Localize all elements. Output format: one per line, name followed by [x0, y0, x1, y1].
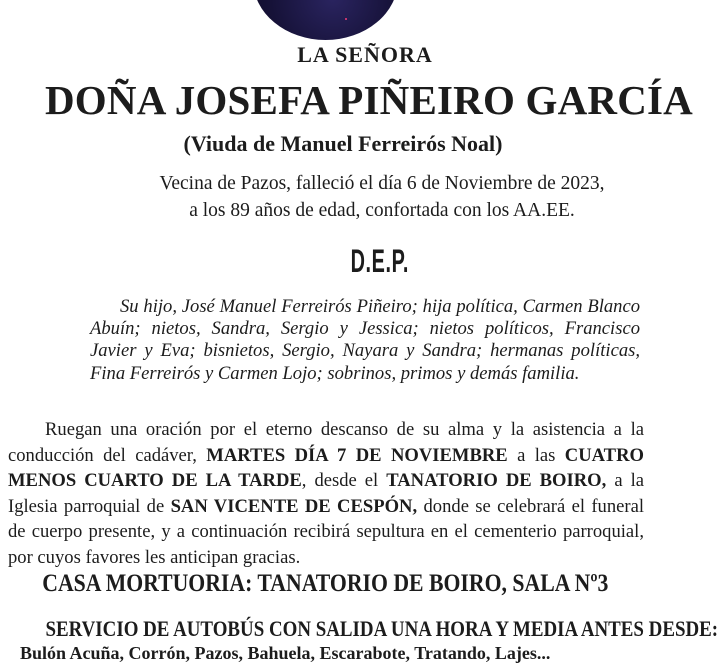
- church-name: SAN VICENTE DE CESPÓN,: [170, 495, 418, 517]
- funeral-origin: TANATORIO DE BOIRO,: [386, 470, 607, 491]
- ruegan-text-5: donde se celebrará el funeral de cuerpo presente, y a continuación recibirá sepultura en el cementerio parroquial, por cuyos favores les anticipan gracias.: [8, 495, 645, 568]
- widow-of: (Viuda de Manuel Ferreirós Noal): [183, 131, 503, 156]
- ruegan-text-2: a las: [517, 444, 556, 466]
- photo-highlight: [345, 18, 347, 20]
- death-details: [57, 170, 707, 224]
- deceased-name: DOÑA JOSEFA PIÑEIRO GARCÍA: [45, 77, 693, 123]
- ruegan-text-1: Ruegan una oración por el eterno descanso de su alma y la asistencia a la conducción del cadáver,: [8, 419, 644, 466]
- funeral-date: MARTES DÍA 7 DE NOVIEMBRE: [206, 444, 508, 466]
- death-line-1: Vecina de Pazos, falleció el día 6 de Noviembre de 2023,: [159, 173, 605, 194]
- bus-stops: Bulón Acuña, Corrón, Pazos, Bahuela, Escarabote, Tratando, Lajes...: [20, 643, 551, 663]
- dep-heading: D.E.P.: [350, 243, 410, 279]
- funeral-announcement: [8, 417, 644, 570]
- title-prefix: LA SEÑORA: [297, 42, 433, 67]
- death-line-2: a los 89 años de edad, confortada con los AA.EE.: [189, 200, 575, 221]
- family-list: Su hijo, José Manuel Ferreirós Piñeiro; hija política, Carmen Blanco Abuín; nietos, Sandra, Sergio y Jessica; nietos políticos, Francisco Javier y Eva; bisnietos, Sergio, Nayara y Sandra; hermanas políticas, Fina Ferreirós y Carmen Lojo; sobrinos, primos y demás familia.: [90, 296, 640, 384]
- casa-mortuoria: CASA MORTUORIA: TANATORIO DE BOIRO, SALA Nº3: [42, 570, 609, 597]
- ruegan-text-4: a la Iglesia parroquial de: [8, 470, 644, 517]
- ruegan-text-3: , desde el: [301, 470, 379, 491]
- funeral-time: CUATRO MENOS CUARTO DE LA TARDE: [8, 444, 644, 491]
- bus-service: SERVICIO DE AUTOBÚS CON SALIDA UNA HORA Y MEDIA ANTES DESDE:: [45, 616, 718, 641]
- deceased-photo: [253, 0, 398, 40]
